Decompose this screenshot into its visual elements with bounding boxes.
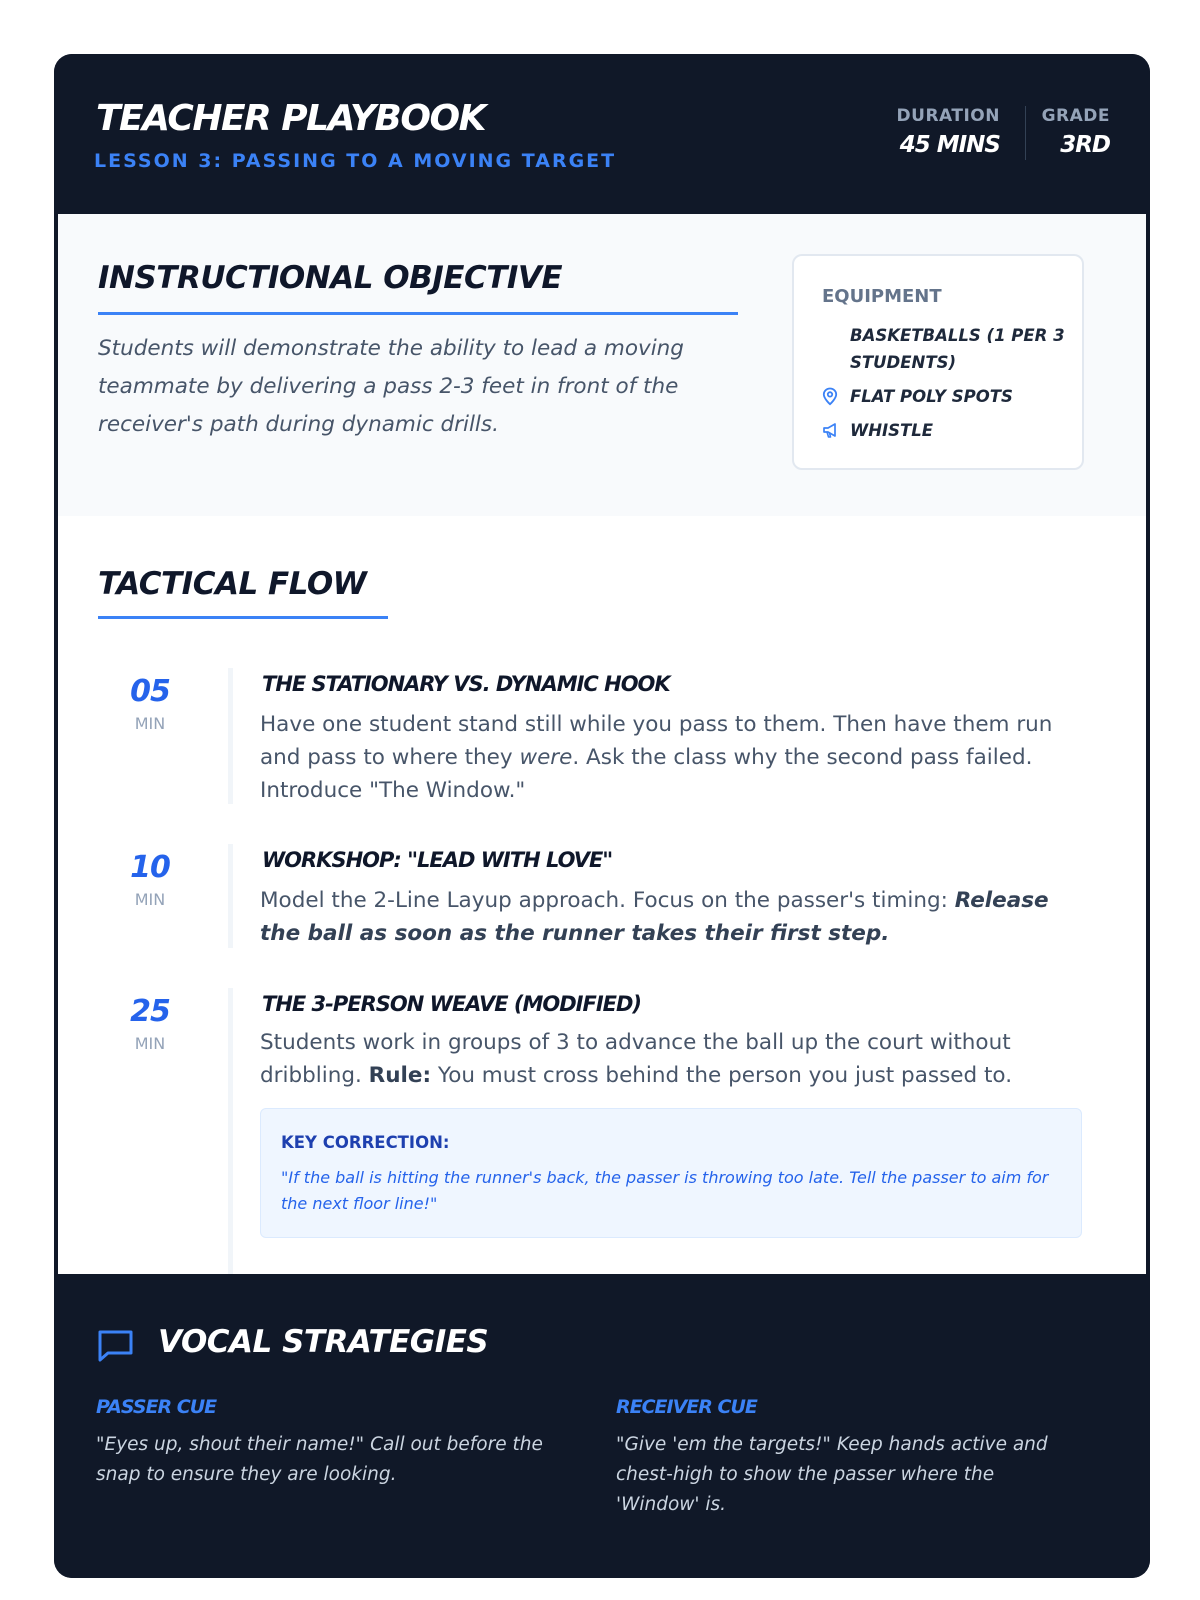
step-body-strong: Release the ball as soon as the runner takes their first step.: [260, 888, 1049, 946]
chat-bubble-icon: [96, 1328, 136, 1369]
grade-value: 3RD: [1060, 132, 1110, 158]
objective-text: Students will demonstrate the ability to lead a moving teammate by delivering a pass 2-3 feet in front of the receiver's path during dynamic drills.: [98, 336, 684, 437]
header: [54, 54, 1150, 214]
meta-divider: [1025, 106, 1026, 160]
step-body-text: Students work in groups of 3 to advance the ball up the court without dribbling.: [260, 1030, 1011, 1088]
step-timeline-bar: [228, 988, 233, 1276]
step-title: THE STATIONARY VS. DYNAMIC HOOK: [262, 672, 670, 696]
step-body: [260, 708, 1090, 807]
step-body-text: Have one student stand still while you pass to them. Then have them run and pass to where they: [260, 712, 1053, 770]
step-timeline-bar: [228, 668, 233, 804]
receiver-cue: [616, 1396, 1076, 1520]
key-correction-label: KEY CORRECTION:: [281, 1133, 450, 1152]
step-body: [260, 884, 1090, 950]
blank-icon: [822, 322, 844, 349]
tactical-flow-section: [58, 516, 1146, 1274]
map-pin-icon: [822, 383, 844, 410]
tactical-flow-heading: TACTICAL FLOW: [98, 566, 367, 602]
step-minutes: 05: [130, 674, 170, 709]
passer-cue: [96, 1396, 556, 1490]
vocal-strategies-section: [54, 1274, 1150, 1578]
step-unit: MIN: [134, 714, 166, 733]
step-title: THE 3-PERSON WEAVE (MODIFIED): [262, 992, 642, 1016]
cue-label: RECEIVER CUE: [616, 1396, 757, 1418]
megaphone-icon: [822, 417, 844, 444]
step-body-text: Model the 2-Line Layup approach. Focus on the passer's timing:: [260, 888, 955, 913]
page-title: TEACHER PLAYBOOK: [96, 98, 485, 139]
cue-label: PASSER CUE: [96, 1396, 217, 1418]
equipment-item: [822, 383, 1070, 410]
objective-section: [58, 214, 1146, 516]
equipment-item-label: BASKETBALLS (1 PER 3 STUDENTS): [850, 326, 1065, 372]
equipment-item: [822, 322, 1070, 376]
key-correction-box: [260, 1108, 1082, 1238]
step-unit: MIN: [134, 1034, 166, 1053]
objective-heading: INSTRUCTIONAL OBJECTIVE: [98, 260, 563, 296]
equipment-item-label: WHISTLE: [850, 421, 934, 440]
step-body-emphasis: were: [519, 745, 573, 770]
equipment-label: EQUIPMENT: [822, 286, 942, 307]
step-body-text: You must cross behind the person you just passed to.: [431, 1063, 1013, 1088]
playbook-card: [54, 54, 1150, 1578]
equipment-item-label: FLAT POLY SPOTS: [850, 387, 1013, 406]
step-title: WORKSHOP: "LEAD WITH LOVE": [262, 848, 613, 872]
step-unit: MIN: [134, 890, 166, 909]
grade-label: GRADE: [1041, 106, 1110, 126]
equipment-item: [822, 417, 1070, 444]
duration-value: 45 MINS: [899, 132, 1000, 158]
cue-text: "Give 'em the targets!" Keep hands active and chest-high to show the passer where the 'Window' is.: [616, 1434, 1048, 1515]
step-body: [260, 1026, 1090, 1092]
objective-underline: [98, 312, 738, 315]
step-timeline-bar: [228, 844, 233, 948]
step-body-text: . Ask the class why the second pass failed. Introduce "The Window.": [260, 745, 1033, 803]
equipment-box: [792, 254, 1084, 470]
step-minutes: 25: [130, 994, 170, 1029]
lesson-subtitle: LESSON 3: PASSING TO A MOVING TARGET: [94, 150, 617, 172]
cue-text: "Eyes up, shout their name!" Call out before the snap to ensure they are looking.: [96, 1434, 543, 1485]
step-body-strong: Rule:: [368, 1063, 432, 1088]
grade-block: [1042, 106, 1110, 158]
vocal-strategies-heading: VOCAL STRATEGIES: [158, 1324, 489, 1360]
step-minutes: 10: [130, 850, 170, 885]
key-correction-text: "If the ball is hitting the runner's back, the passer is throwing too late. Tell the passer to aim for the next floor line!": [281, 1168, 1049, 1213]
duration-label: DURATION: [896, 106, 1000, 126]
duration-block: [897, 106, 1000, 158]
tactical-flow-underline: [98, 616, 388, 619]
